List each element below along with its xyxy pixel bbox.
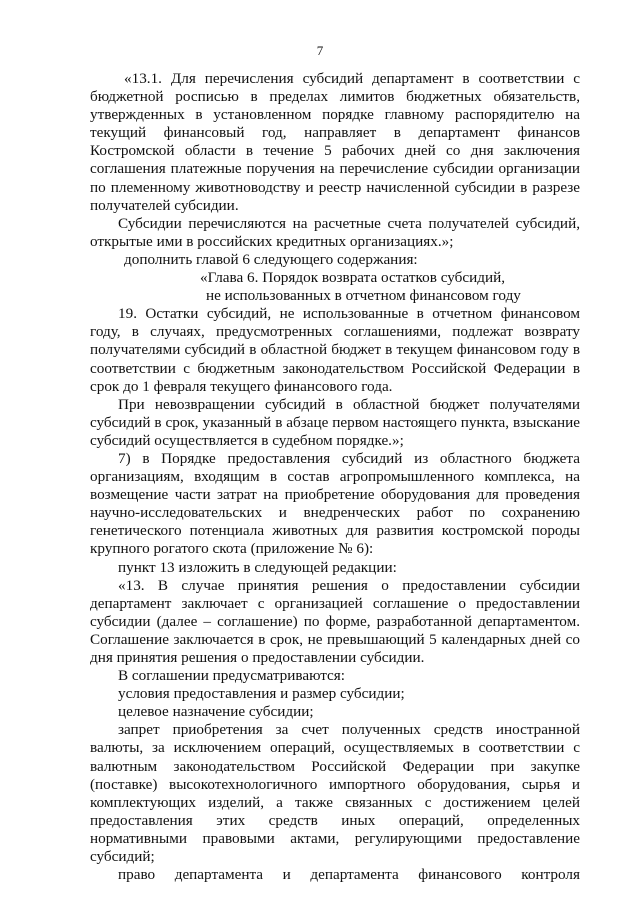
chapter-heading-line: «Глава 6. Порядок возврата остатков субсидий, — [200, 269, 506, 287]
paragraph-line: научно-исследовательских и внедренческих работ по сохранению — [90, 504, 580, 522]
paragraph-line: валютным законодательством Российской Федерации при закупке — [90, 757, 580, 775]
paragraph-line: крупного рогатого скота (приложение № 6): — [90, 540, 374, 558]
paragraph-line: субсидий; — [90, 848, 155, 866]
paragraph-line: «13.1. Для перечисления субсидий департамент в соответствии с — [124, 70, 580, 87]
paragraph-line: генетического потенциала животных для развития костромской породы — [90, 522, 580, 540]
chapter-heading-line: не использованных в отчетном финансовом году — [206, 287, 521, 305]
paragraph-line: Соглашение заключается в срок, не превышающий 5 календарных дней со — [90, 630, 580, 648]
paragraph-line: Субсидии перечисляются на расчетные счета получателей субсидий, — [118, 214, 580, 232]
paragraph-line: департамент заключает с организацией соглашение о предоставлении — [90, 594, 580, 612]
paragraph-line: нормативными правовыми актами, регулирующими предоставление — [90, 829, 580, 847]
paragraph-line: субсидий осуществляется в судебном порядке.»; — [90, 431, 404, 449]
paragraph-line: соглашения платежные поручения на перечисление субсидии организации — [90, 160, 580, 178]
paragraph-line: получателями субсидий в областной бюджет в текущем финансовом году в — [90, 341, 580, 359]
paragraph-line: соответствии с бюджетным законодательством Российской Федерации в — [90, 359, 580, 377]
paragraph-line: срок до 1 февраля текущего финансового года. — [90, 377, 393, 395]
paragraph-line: текущий финансовый год, направляет в департамент финансов — [90, 124, 580, 142]
paragraph-line: При невозвращении субсидий в областной бюджет получателями — [118, 395, 580, 413]
paragraph-line: комплектующих изделий, а также связанных с достижением целей — [90, 793, 580, 811]
paragraph-line: году, в случаях, предусмотренных соглашениями, подлежат возврату — [90, 323, 580, 341]
paragraph-line: 7) в Порядке предоставления субсидий из областного бюджета — [118, 449, 580, 467]
paragraph-line: условия предоставления и размер субсидии; — [118, 685, 405, 703]
paragraph-line: предоставления этих средств иных операций, определенных — [90, 811, 580, 829]
paragraph-line: организациям, входящим в состав агропромышленного комплекса, на — [90, 468, 580, 486]
paragraph-line: (поставке) высокотехнологичного импортного оборудования, сырья и — [90, 775, 580, 793]
paragraph-line: пункт 13 изложить в следующей редакции: — [118, 558, 397, 576]
paragraph-line: дополнить главой 6 следующего содержания: — [124, 250, 418, 268]
paragraph-line: право департамента и департамента финансового контроля — [118, 866, 580, 884]
paragraph-line: целевое назначение субсидии; — [118, 703, 314, 721]
paragraph-line: бюджетной росписью в пределах лимитов бюджетных обязательств, — [90, 88, 580, 106]
paragraph-line: Костромской области в течение 5 рабочих дней со дня заключения — [90, 142, 580, 160]
paragraph-line: «13. В случае принятия решения о предоставлении субсидии — [118, 576, 580, 594]
paragraph-line: по племенному животноводству и реестр начисленной субсидии в разрезе — [90, 178, 580, 196]
paragraph-line: 19. Остатки субсидий, не использованные в отчетном финансовом — [118, 305, 580, 323]
paragraph-line: возмещение части затрат на приобретение оборудования для проведения — [90, 486, 580, 504]
paragraph-line: субсидии (далее – соглашение) по форме, разработанной департаментом. — [90, 612, 580, 630]
paragraph-line: В соглашении предусматриваются: — [118, 667, 346, 685]
page-number: 7 — [316, 43, 324, 58]
paragraph-line: открытые ими в российских кредитных организациях.»; — [90, 232, 454, 250]
paragraph-line: дня принятия решения о предоставлении субсидии. — [90, 649, 425, 666]
paragraph-line: запрет приобретения за счет полученных средств иностранной — [118, 721, 580, 739]
document-body — [90, 70, 580, 884]
paragraph-line: получателей субсидии. — [90, 196, 239, 214]
paragraph-line: субсидий в срок, указанный в абзаце первом настоящего пункта, взыскание — [90, 413, 580, 431]
paragraph-line: валюты, за исключением операций, осуществляемых в соответствии с — [90, 739, 580, 757]
paragraph-line: утвержденных в установленном порядке главному распорядителю на — [90, 106, 580, 124]
